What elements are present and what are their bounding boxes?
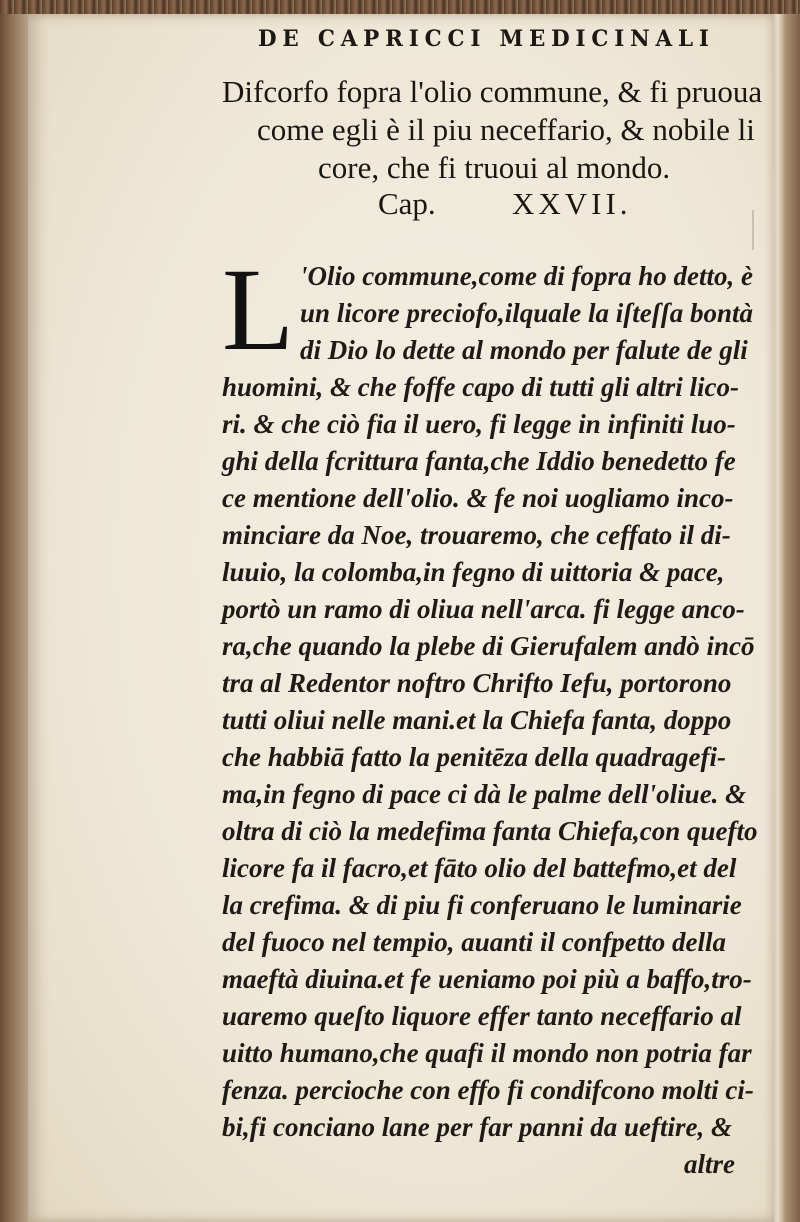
chapter-title-line: Difcorfo fopra l'olio commune, & fi pruoua — [222, 74, 763, 109]
body-line: tra al Redentor noftro Chrifto Iefu, portorono — [222, 668, 732, 698]
body-line: oltra di ciò la medefima fanta Chiefa,con quefto — [222, 816, 758, 846]
body-line: del fuoco nel tempio, auanti il confpetto della — [222, 927, 726, 957]
next-page-edge — [772, 14, 800, 1222]
body-line: uaremo queſto liquore effer tanto neceffario al — [222, 1001, 742, 1031]
body-line: un licore preciofo,ilquale la iſteſſa bontà — [300, 298, 753, 328]
body-line: tutti oliui nelle mani.et la Chiefa fanta, doppo — [222, 705, 732, 735]
running-head: DE CAPRICCI MEDICINALI — [258, 26, 715, 52]
body-line: di Dio lo dette al mondo per falute de gli — [300, 335, 748, 365]
drop-cap: L — [222, 244, 295, 375]
catchword: altre — [684, 1149, 735, 1179]
body-line: che habbiā fatto la penitēza della quadragefi- — [222, 742, 726, 772]
body-line: minciare da Noe, trouaremo, che ceffato il di- — [222, 520, 731, 550]
body-line: maeftà diuina.et fe ueniamo poi più a baffo,tro- — [222, 964, 752, 994]
chapter-title-line: core, che fi truoui al mondo. — [318, 150, 671, 185]
body-line: ghi della fcrittura fanta,che Iddio benedetto fe — [222, 446, 736, 476]
body-line: ri. & che ciò fia il uero, fi legge in infiniti luo- — [222, 409, 736, 439]
body-line: bi,fi conciano lane per far panni da ueftire, & — [222, 1112, 733, 1142]
body-line: ma,in fegno di pace ci dà le palme dell'oliue. & — [222, 779, 747, 809]
body-line: luuio, la colomba,in fegno di uittoria & pace, — [222, 557, 725, 587]
body-line: fenza. percioche con effo fi condifcono molti ci- — [222, 1075, 754, 1105]
chapter-label: Cap. — [378, 186, 436, 221]
chapter-title-line: come egli è il piu neceffario, & nobile li — [257, 112, 755, 147]
body-line: licore fa il facro,et fāto olio del battefmo,et del — [222, 853, 737, 883]
margin-mark — [752, 210, 754, 250]
body-line: portò un ramo di oliua nell'arca. fi legge anco- — [222, 594, 745, 624]
body-line: la crefima. & di piu fi conferuano le luminarie — [222, 890, 742, 920]
book-binding — [0, 14, 30, 1222]
body-line: 'Olio commune,come di fopra ho detto, è — [300, 261, 753, 291]
body-line: ra,che quando la plebe di Gierufalem andò incō — [222, 631, 755, 661]
body-line: huomini, & che foffe capo di tutti gli altri lico- — [222, 372, 740, 402]
body-line: ce mentione dell'olio. & fe noi uogliamo inco- — [222, 483, 734, 513]
chapter-number: XXVII. — [512, 186, 632, 221]
body-line: uitto humano,che quafi il mondo non potria far — [222, 1038, 752, 1068]
